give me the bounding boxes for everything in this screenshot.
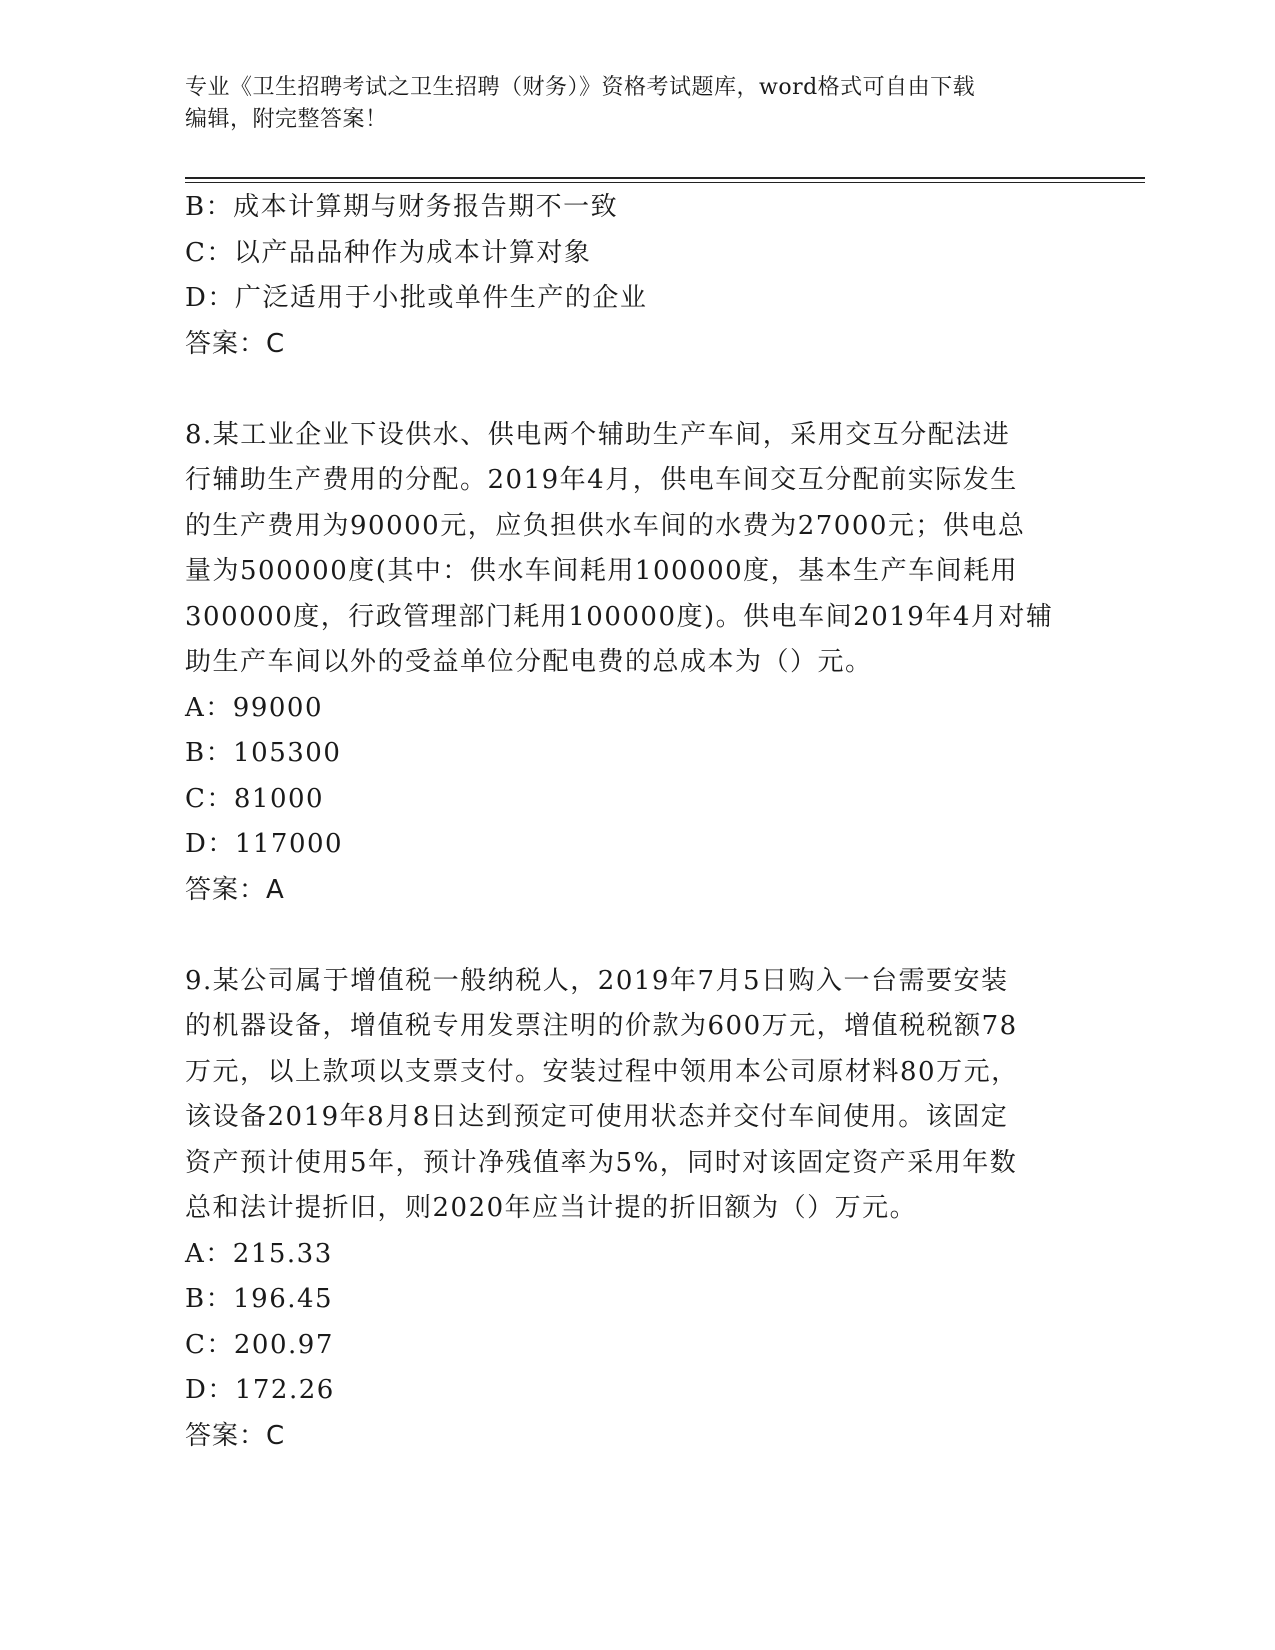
option-d: D：172.26 (185, 1375, 335, 1405)
question-text-line: 资产预计使用5年，预计净残值率为5%，同时对该固定资产采用年数 (185, 1147, 1018, 1178)
header-rule-thin (185, 182, 1145, 183)
document-body (185, 185, 1085, 1459)
option-b: B：196.45 (185, 1284, 334, 1314)
header-line-1: 专业《卫生招聘考试之卫生招聘（财务）》资格考试题库，word格式可自由下载 (185, 75, 976, 100)
question-text-line: 该设备2019年8月8日达到预定可使用状态并交付车间使用。该固定 (185, 1102, 1009, 1132)
option-c: C：200.97 (185, 1329, 334, 1360)
option-a: A：215.33 (185, 1238, 333, 1269)
question-text-line: 量为500000度(其中：供水车间耗用100000度，基本生产车间耗用 (185, 556, 1019, 586)
answer-line: 答案：C (185, 1420, 286, 1451)
question-text-line: 总和法计提折旧，则2020年应当计提的折旧额为（）万元。 (185, 1193, 918, 1223)
option-c: C：以产品品种作为成本计算对象 (185, 237, 592, 268)
option-c: C：81000 (185, 783, 325, 814)
option-b: B：105300 (185, 738, 342, 768)
question-text-line: 的生产费用为90000元，应负担供水车间的水费为27000元；供电总 (185, 510, 1026, 541)
answer-line: 答案：C (185, 328, 286, 359)
question-text-line: 助生产车间以外的受益单位分配电费的总成本为（）元。 (185, 647, 873, 677)
option-d: D：广泛适用于小批或单件生产的企业 (185, 283, 648, 313)
question-text-line: 300000度，行政管理部门耗用100000度)。供电车间2019年4月对辅 (185, 601, 1054, 632)
option-a: A：99000 (185, 692, 323, 723)
question-text-line: 行辅助生产费用的分配。2019年4月，供电车间交互分配前实际发生 (185, 465, 1018, 495)
question-text-line: 8.某工业企业下设供水、供电两个辅助生产车间，采用交互分配法进 (185, 419, 1011, 450)
question-8 (185, 413, 1085, 914)
question-text-line: 的机器设备，增值税专用发票注明的价款为600万元，增值税税额78 (185, 1011, 1018, 1041)
question-9 (185, 959, 1085, 1460)
header-line-2: 编辑，附完整答案！ (185, 107, 388, 132)
answer-line: 答案：A (185, 874, 285, 905)
question-text-line: 万元，以上款项以支票支付。安装过程中领用本公司原材料80万元， (185, 1056, 1019, 1087)
option-d: D：117000 (185, 829, 344, 859)
document-header (185, 72, 1065, 136)
header-rule-thick (185, 177, 1145, 179)
option-b: B：成本计算期与财务报告期不一致 (185, 192, 619, 222)
question-text-line: 9.某公司属于增值税一般纳税人，2019年7月5日购入一台需要安装 (185, 965, 1009, 996)
question-7 (185, 185, 1085, 367)
